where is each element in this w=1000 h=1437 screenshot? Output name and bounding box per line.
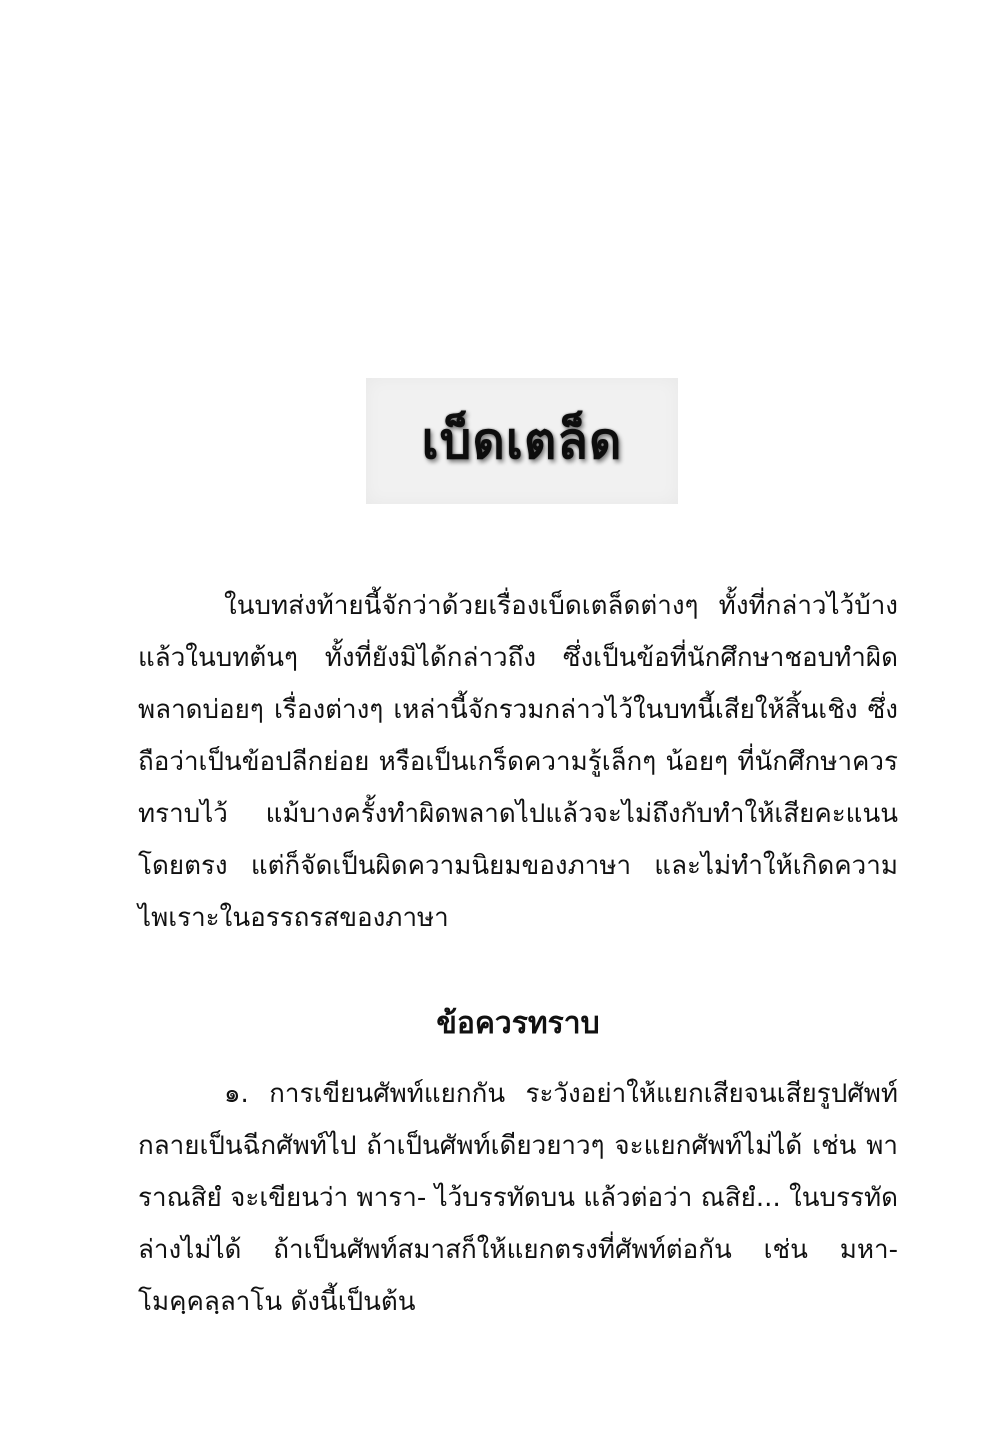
- intro-paragraph-text: ในบทส่งท้ายนี้จักว่าด้วยเรื่องเบ็ดเตล็ดต่างๆ ทั้งที่กล่าวไว้บ้าง แล้วในบทต้นๆ ทั้งที่ยังมิได้กล่าวถึง ซึ่งเป็นข้อที่นักศึกษาชอบทำผิดพลาดบ่อยๆ เรื่องต่างๆ เหล่านี้จักรวมกล่าวไว้ในบทนี้เสียให้สิ้นเชิง ซึ่งถือว่าเป็นข้อปลีกย่อย หรือเป็นเกร็ดความรู้เล็กๆ น้อยๆ ที่นักศึกษาควรทราบไว้ แม้บางครั้งทำผิดพลาดไปแล้วจะไม่ถึงกับทำให้เสียคะแนนโดยตรง แต่ก็จัดเป็นผิดความนิยมของภาษา และไม่ทำให้เกิดความไพเราะในอรรถรสของภาษา: [138, 591, 898, 933]
- list-item-text: ๑. การเขียนศัพท์แยกกัน ระวังอย่าให้แยกเสียจนเสียรูปศัพท์ กลายเป็นฉีกศัพท์ไป ถ้าเป็นศัพท์เดียวยาวๆ จะแยกศัพท์ไม่ได้ เช่น พาราณสิยํ จะเขียนว่า พารา- ไว้บรรทัดบน แล้วต่อว่า ณสิยํ... ในบรรทัดล่างไม่ได้ ถ้าเป็นศัพท์สมาสก็ให้แยกตรงที่ศัพท์ต่อกัน เช่น มหา- โมคฺคลฺลาโน ดังนี้เป็นต้น: [138, 1079, 898, 1317]
- intro-paragraph: [138, 580, 898, 944]
- chapter-title-banner: [366, 378, 678, 504]
- list-item: [138, 1068, 898, 1328]
- section-heading: ข้อควรทราบ: [436, 1006, 600, 1041]
- chapter-title: เบ็ดเตล็ด: [421, 411, 623, 470]
